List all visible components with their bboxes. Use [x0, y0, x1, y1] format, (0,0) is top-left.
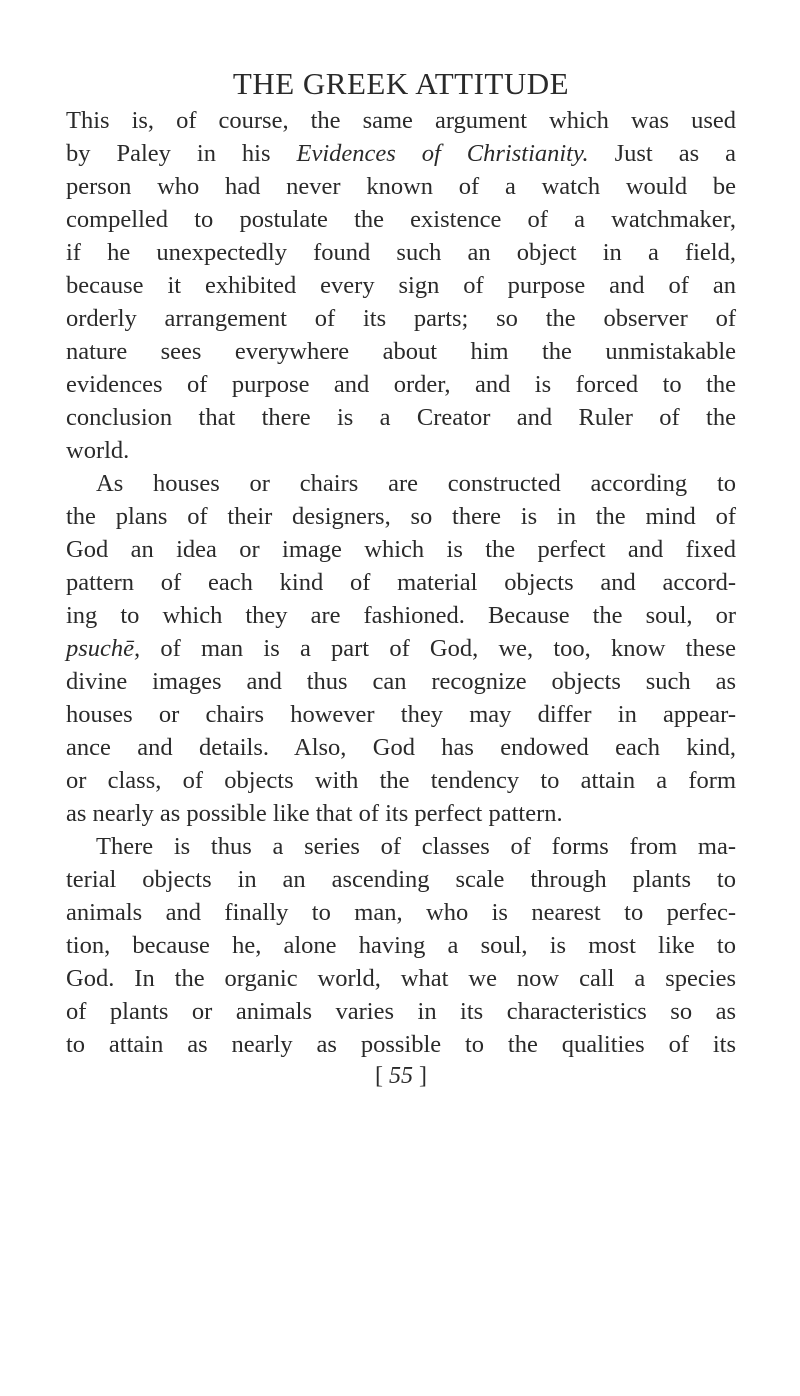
- text-line: [66, 170, 736, 203]
- text-line: [66, 797, 736, 830]
- text-line: [66, 896, 736, 929]
- text-line: [66, 995, 736, 1028]
- text-line: [66, 863, 736, 896]
- text-run: ance and details. Also, God has endowed each kind,: [66, 734, 736, 761]
- text-run: God. In the organic world, what we now call a species: [66, 965, 736, 992]
- text-run: or class, of objects with the tendency to attain a form: [66, 767, 736, 794]
- text-run: There is thus a series of classes of forms from ma-: [96, 833, 736, 860]
- text-run: As houses or chairs are constructed according to: [96, 470, 736, 497]
- text-line: [66, 566, 736, 599]
- text-line: [66, 269, 736, 302]
- text-run: tion, because he, alone having a soul, is most like to: [66, 932, 736, 959]
- text-run: of man is a part of God, we, too, know these: [140, 635, 736, 662]
- text-line: [66, 731, 736, 764]
- text-run: because it exhibited every sign of purpose and of an: [66, 272, 736, 299]
- text-run: compelled to postulate the existence of a watchmaker,: [66, 206, 736, 233]
- folio-number: 55: [389, 1063, 413, 1089]
- page-number: [66, 1061, 736, 1091]
- text-run: God an idea or image which is the perfect and fixed: [66, 536, 736, 563]
- folio-left-bracket: [: [375, 1063, 383, 1089]
- text-line: [66, 962, 736, 995]
- text-run: divine images and thus can recognize objects such as: [66, 668, 736, 695]
- text-run: by Paley in his: [66, 140, 297, 167]
- folio-right-bracket: ]: [419, 1063, 427, 1089]
- text-run: conclusion that there is a Creator and Ruler of the: [66, 404, 736, 431]
- text-run: Just as a: [588, 140, 736, 167]
- text-line: [66, 665, 736, 698]
- text-run: This is, of course, the same argument which was used: [66, 107, 736, 134]
- text-run: if he unexpectedly found such an object in a field,: [66, 239, 736, 266]
- text-run: as nearly as possible like that of its perfect pattern.: [66, 800, 563, 827]
- text-run: orderly arrangement of its parts; so the observer of: [66, 305, 736, 332]
- text-line: [66, 434, 736, 467]
- body-text: [66, 104, 736, 1061]
- text-line: [66, 533, 736, 566]
- text-line: [66, 1028, 736, 1061]
- text-run: ing to which they are fashioned. Because the soul, or: [66, 602, 736, 629]
- text-line: [66, 929, 736, 962]
- text-run: houses or chairs however they may differ in appear-: [66, 701, 736, 728]
- text-line: [66, 104, 736, 137]
- text-run: animals and finally to man, who is nearest to perfec-: [66, 899, 736, 926]
- italic-run: psuchē,: [66, 635, 141, 662]
- text-run: the plans of their designers, so there is in the mind of: [66, 503, 736, 530]
- text-line: [66, 302, 736, 335]
- italic-run: Evidences of Christianity.: [296, 140, 589, 167]
- text-line: [66, 599, 736, 632]
- text-run: to attain as nearly as possible to the qualities of its: [66, 1031, 736, 1058]
- text-run: pattern of each kind of material objects and accord-: [66, 569, 736, 596]
- text-line: [66, 632, 736, 665]
- text-run: evidences of purpose and order, and is forced to the: [66, 371, 736, 398]
- text-run: person who had never known of a watch would be: [66, 173, 736, 200]
- text-line: [66, 467, 736, 500]
- text-line: [66, 203, 736, 236]
- text-line: [66, 830, 736, 863]
- text-line: [66, 137, 736, 170]
- text-run: world.: [66, 437, 130, 464]
- text-run: of plants or animals varies in its characteristics so as: [66, 998, 736, 1025]
- text-run: terial objects in an ascending scale through plants to: [66, 866, 736, 893]
- running-head: THE GREEK ATTITUDE: [232, 66, 570, 101]
- book-page: [66, 66, 736, 1091]
- text-line: [66, 500, 736, 533]
- text-line: [66, 698, 736, 731]
- text-run: nature sees everywhere about him the unmistakable: [66, 338, 736, 365]
- text-line: [66, 335, 736, 368]
- text-line: [66, 401, 736, 434]
- text-line: [66, 236, 736, 269]
- text-line: [66, 764, 736, 797]
- text-line: [66, 368, 736, 401]
